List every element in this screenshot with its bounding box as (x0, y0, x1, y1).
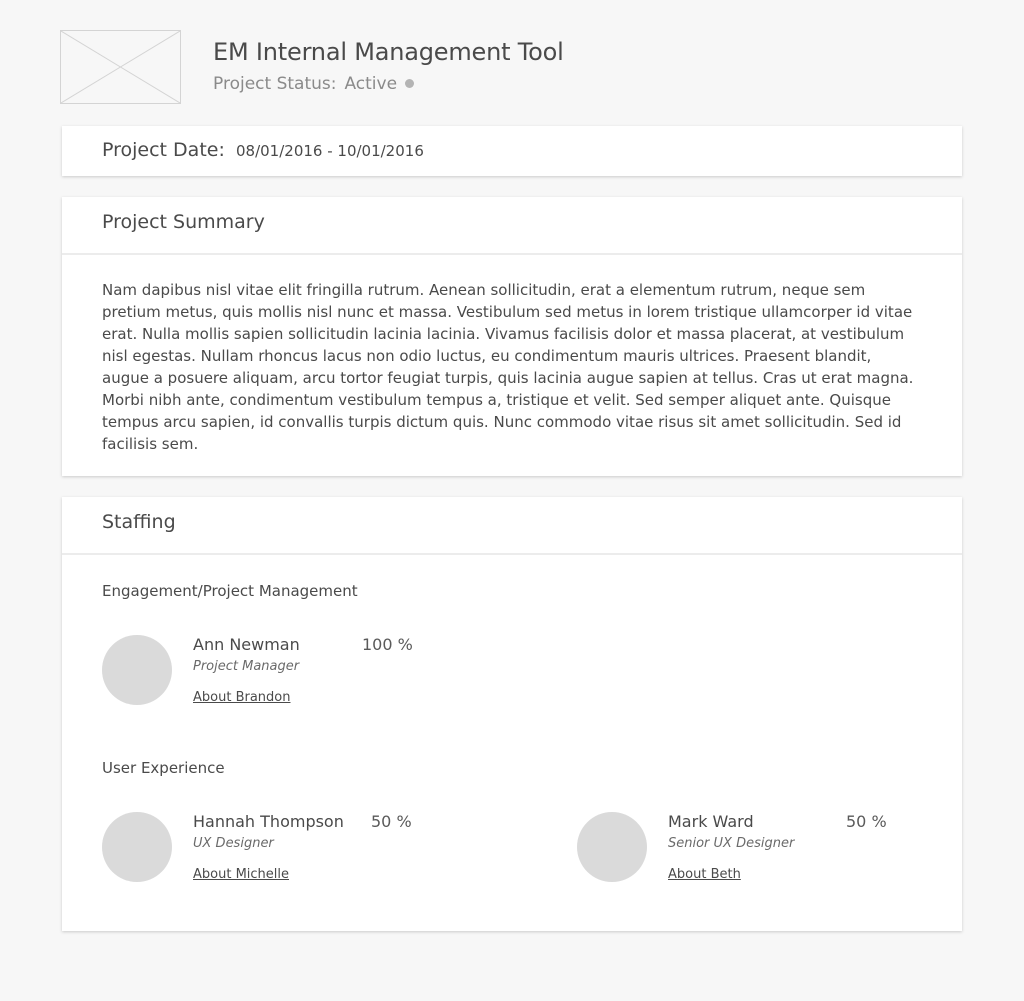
allocation-percent: 50 % (371, 812, 412, 831)
image-placeholder-icon (60, 30, 181, 104)
person-name: Mark Ward (668, 812, 754, 831)
staff-card-hannah-thompson (102, 812, 442, 892)
avatar (102, 812, 172, 882)
status-dot-icon (405, 79, 414, 88)
project-date-label: Project Date: (102, 139, 225, 161)
project-status (213, 74, 414, 94)
about-link[interactable]: About Michelle (193, 867, 290, 882)
avatar (102, 635, 172, 705)
allocation-percent: 50 % (846, 812, 887, 831)
allocation-percent: 100 % (362, 635, 413, 654)
staffing-card (62, 497, 962, 931)
person-name: Ann Newman (193, 635, 300, 654)
staffing-header (62, 497, 962, 555)
staff-card-mark-ward (577, 812, 917, 892)
person-name: Hannah Thompson (193, 812, 344, 831)
app-title: EM Internal Management Tool (213, 38, 564, 66)
status-value: Active (344, 74, 398, 94)
project-date-value: 08/01/2016 - 10/01/2016 (236, 142, 424, 160)
page-header (60, 30, 964, 104)
summary-text: Nam dapibus nisl vitae elit fringilla rutrum. Aenean sollicitudin, erat a elementum rutrum, neque sem pretium metus, quis mollis nisl nunc et massa. Vestibulum sed metus in lorem tristique ullamcorper id vitae erat. Nulla mollis sapien sollicitudin lacinia lacinia. Vivamus facilisis dolor et massa placerat, at vestibulum nisl egestas. Nullam rhoncus lacus non odio luctus, eu condimentum mauris ultrices. Praesent blandit, augue a posuere aliquam, arcu tortor feugiat turpis, quis lacinia augue sapien at tellus. Cras ut erat magna. Morbi nibh ante, condimentum vestibulum tempus a, tristique et velit. Sed semper aliquet ante. Quisque tempus arcu sapien, id convallis turpis dictum quis. Nunc commodo vitae risus sit amet sollicitudin. Sed id facilisis sem. (102, 281, 914, 453)
project-date-card (62, 126, 962, 176)
group-label-user-experience: User Experience (102, 759, 225, 777)
project-summary-card (62, 197, 962, 476)
person-role: Senior UX Designer (668, 836, 795, 851)
avatar (577, 812, 647, 882)
summary-title: Project Summary (102, 211, 265, 233)
summary-header (62, 197, 962, 255)
about-link[interactable]: About Brandon (193, 690, 291, 705)
about-link[interactable]: About Beth (668, 867, 741, 882)
status-label: Project Status: (213, 74, 337, 94)
person-role: Project Manager (193, 659, 300, 674)
staffing-title: Staffing (102, 511, 176, 533)
person-role: UX Designer (193, 836, 274, 851)
group-label-engagement: Engagement/Project Management (102, 582, 358, 600)
staff-card-ann-newman (102, 635, 442, 715)
